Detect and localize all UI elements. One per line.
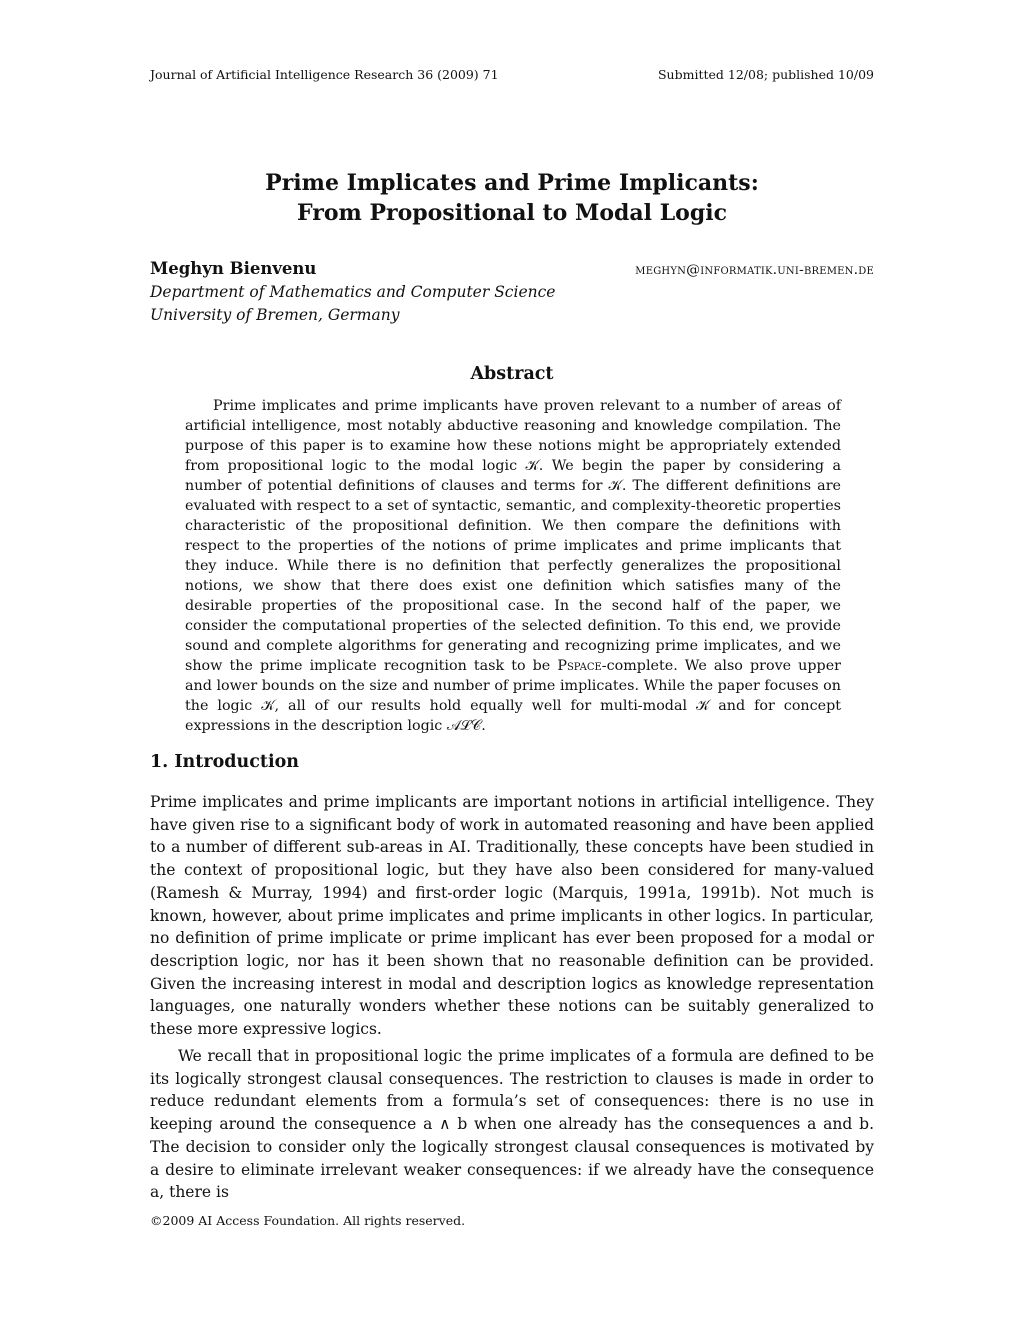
- intro-paragraph-1: Prime implicates and prime implicants are important notions in artificial intelligence. They have given rise to a significant body of work in automated reasoning and have been applied to a number of different sub-areas in AI. Traditionally, these concepts have been studied in the context of propositional logic, but they have also been considered for many-valued (Ramesh & Murray, 1994) and first-order logic (Marquis, 1991a, 1991b). Not much is known, however, about prime implicates and prime implicants in other logics. In particular, no definition of prime implicate or prime implicant has ever been proposed for a modal or description logic, nor has it been shown that no reasonable definition can be provided. Given the increasing interest in modal and description logics as knowledge representation languages, one naturally wonders whether these notions can be suitably generalized to these more expressive logics.: [150, 793, 874, 1039]
- abstract-heading: Abstract: [470, 364, 554, 384]
- copyright-footer: ©2009 AI Access Foundation. All rights reserved.: [150, 1213, 466, 1228]
- abstract-text-part-1: Prime implicates and prime implicants have proven relevant to a number of areas of artificial intelligence, most notably abductive reasoning and knowledge compilation. The purpose of this paper is to examine how these notions might be appropriately extended from propositional logic to the modal logic 𝒦. We begin the paper by considering a number of potential definitions of clauses and terms for 𝒦. The different definitions are evaluated with respect to a set of syntactic, semantic, and complexity-theoretic properties characteristic of the propositional definition. We then compare the definitions with respect to the properties of the notions of prime implicates and prime implicants that they induce. While there is no definition that perfectly generalizes the propositional notions, we show that there does exist one definition which satisfies many of the desirable properties of the propositional case. In the second half of the paper, we consider the computational properties of the selected definition. To this end, we provide sound and complete algorithms for generating and recognizing prime implicates, and we show the prime implicate recognition task to be: [185, 398, 841, 674]
- abstract-text-part-2: -complete. We also prove upper and lower bounds on the size and number of prime implicates. While the paper focuses on the logic 𝒦, all of our results hold equally well for multi-modal 𝒦 and for concept expressions in the description logic 𝒜ℒ𝒞.: [185, 658, 841, 734]
- section-heading-introduction: 1. Introduction: [150, 752, 299, 772]
- running-header: [150, 66, 874, 84]
- author-name: Meghyn Bienvenu: [150, 259, 317, 278]
- intro-paragraph-2: We recall that in propositional logic the prime implicates of a formula are defined to be its logically strongest clausal consequences. The restriction to clauses is made in order to reduce redundant elements from a formula’s set of consequences: there is no use in keeping around the consequence a ∧ b when one already has the consequences a and b. The decision to consider only the logically strongest clausal consequences is motivated by a desire to eliminate irrelevant weaker consequences: if we already have the consequence a, there is: [150, 1047, 874, 1202]
- author-email: meghyn@informatik.uni-bremen.de: [635, 262, 874, 278]
- author-university: University of Bremen, Germany: [150, 306, 400, 324]
- title-line-1: Prime Implicates and Prime Implicants:: [265, 170, 759, 196]
- title-line-2: From Propositional to Modal Logic: [297, 200, 727, 226]
- abstract-body: [185, 396, 841, 736]
- submission-dates: Submitted 12/08; published 10/09: [657, 67, 874, 82]
- paper-title: [150, 168, 874, 228]
- author-department: Department of Mathematics and Computer Science: [150, 283, 556, 301]
- journal-citation: Journal of Artificial Intelligence Research 36 (2009) 71: [150, 67, 499, 82]
- pspace-term: Pspace: [557, 658, 602, 674]
- author-row: [150, 258, 874, 281]
